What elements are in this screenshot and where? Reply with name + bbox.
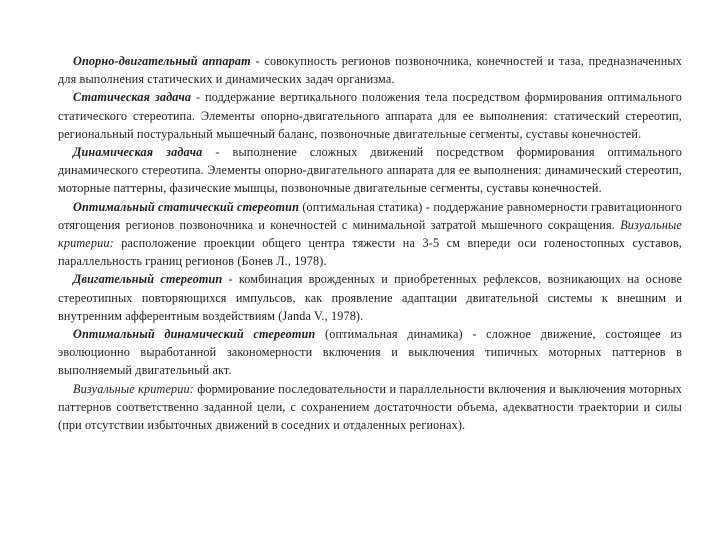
definition-static-task: - поддержание вертикального положения тела посредством формирования оптимального статического стереотипа. Элементы опорно-двигательного аппарата для ее выполнения: статический стереотип, региональный постуральный мышечный баланс, позвоночные двигательные сегменты, суставы конечностей. xyxy=(58,90,682,141)
criteria-text-static: расположение проекции общего центра тяжести на 3-5 см впереди оси голеностопных суставов, параллельность границ регионов (Бонев Л., 1978). xyxy=(58,236,682,269)
criteria-label-static: Визуальные критерии: xyxy=(58,217,682,251)
paragraph-motor-stereotype xyxy=(58,270,682,325)
paragraph-optimal-static-stereotype xyxy=(58,198,682,271)
paragraph-optimal-dynamic-stereotype xyxy=(58,325,682,380)
paragraph-dynamic-criteria xyxy=(58,380,682,435)
paragraph-dynamic-task xyxy=(58,143,682,198)
criteria-label-dynamic: Визуальные критерии: xyxy=(73,381,194,396)
definition-motor-stereotype: - комбинация врожденных и приобретенных рефлексов, возникающих на основе стереотипных повторяющихся импульсов, как проявление адаптации двигательной системы к внешним и внутренним афферентным воздействиям (Janda V., 1978). xyxy=(58,272,682,323)
paragraph-static-task xyxy=(58,88,682,143)
term-dynamic-task: Динамическая задача xyxy=(73,145,203,160)
definition-optimal-static-stereotype: (оптимальная статика) - поддержание равномерности гравитационного отягощения регионов позвоночника и конечностей с минимальной затратой мышечного сокращения. xyxy=(58,199,682,232)
term-optimal-dynamic-stereotype: Оптимальный динамический стереотип xyxy=(73,327,316,342)
definition-dynamic-task: - выполнение сложных движений посредством формирования оптимального динамического стереотипа. Элементы опорно-двигательного аппарата для ее выполнения: динамический стереотип, моторные паттерны, фазические мышцы, позвоночные двигательные сегменты, суставы конечностей. xyxy=(58,145,682,196)
term-motor-stereotype: Двигательный стереотип xyxy=(73,272,223,287)
term-optimal-static-stereotype: Оптимальный статический стереотип xyxy=(73,199,300,214)
term-static-task: Статическая задача xyxy=(73,90,192,105)
term-locomotor-apparatus: Опорно-двигательный аппарат xyxy=(73,54,251,68)
definition-locomotor-apparatus: - совокупность регионов позвоночника, конечностей и таза, предназначенных для выполнения статических и динамических задач организма. xyxy=(58,54,682,87)
paragraph-locomotor-apparatus xyxy=(58,52,682,88)
criteria-text-dynamic: формирование последовательности и параллельности включения и выключения моторных паттернов соответственно заданной цели, с сохранением достаточности объема, адекватности траектории и силы (при отсутствии избыточных движений в соседних и отдаленных регионах). xyxy=(58,381,682,433)
definition-optimal-dynamic-stereotype: (оптимальная динамика) - сложное движение, состоящее из эволюционно выработанной закономерности включения и выключения типичных моторных паттернов в выполняемый двигательный акт. xyxy=(58,327,683,378)
definitions-text-block xyxy=(58,52,682,434)
